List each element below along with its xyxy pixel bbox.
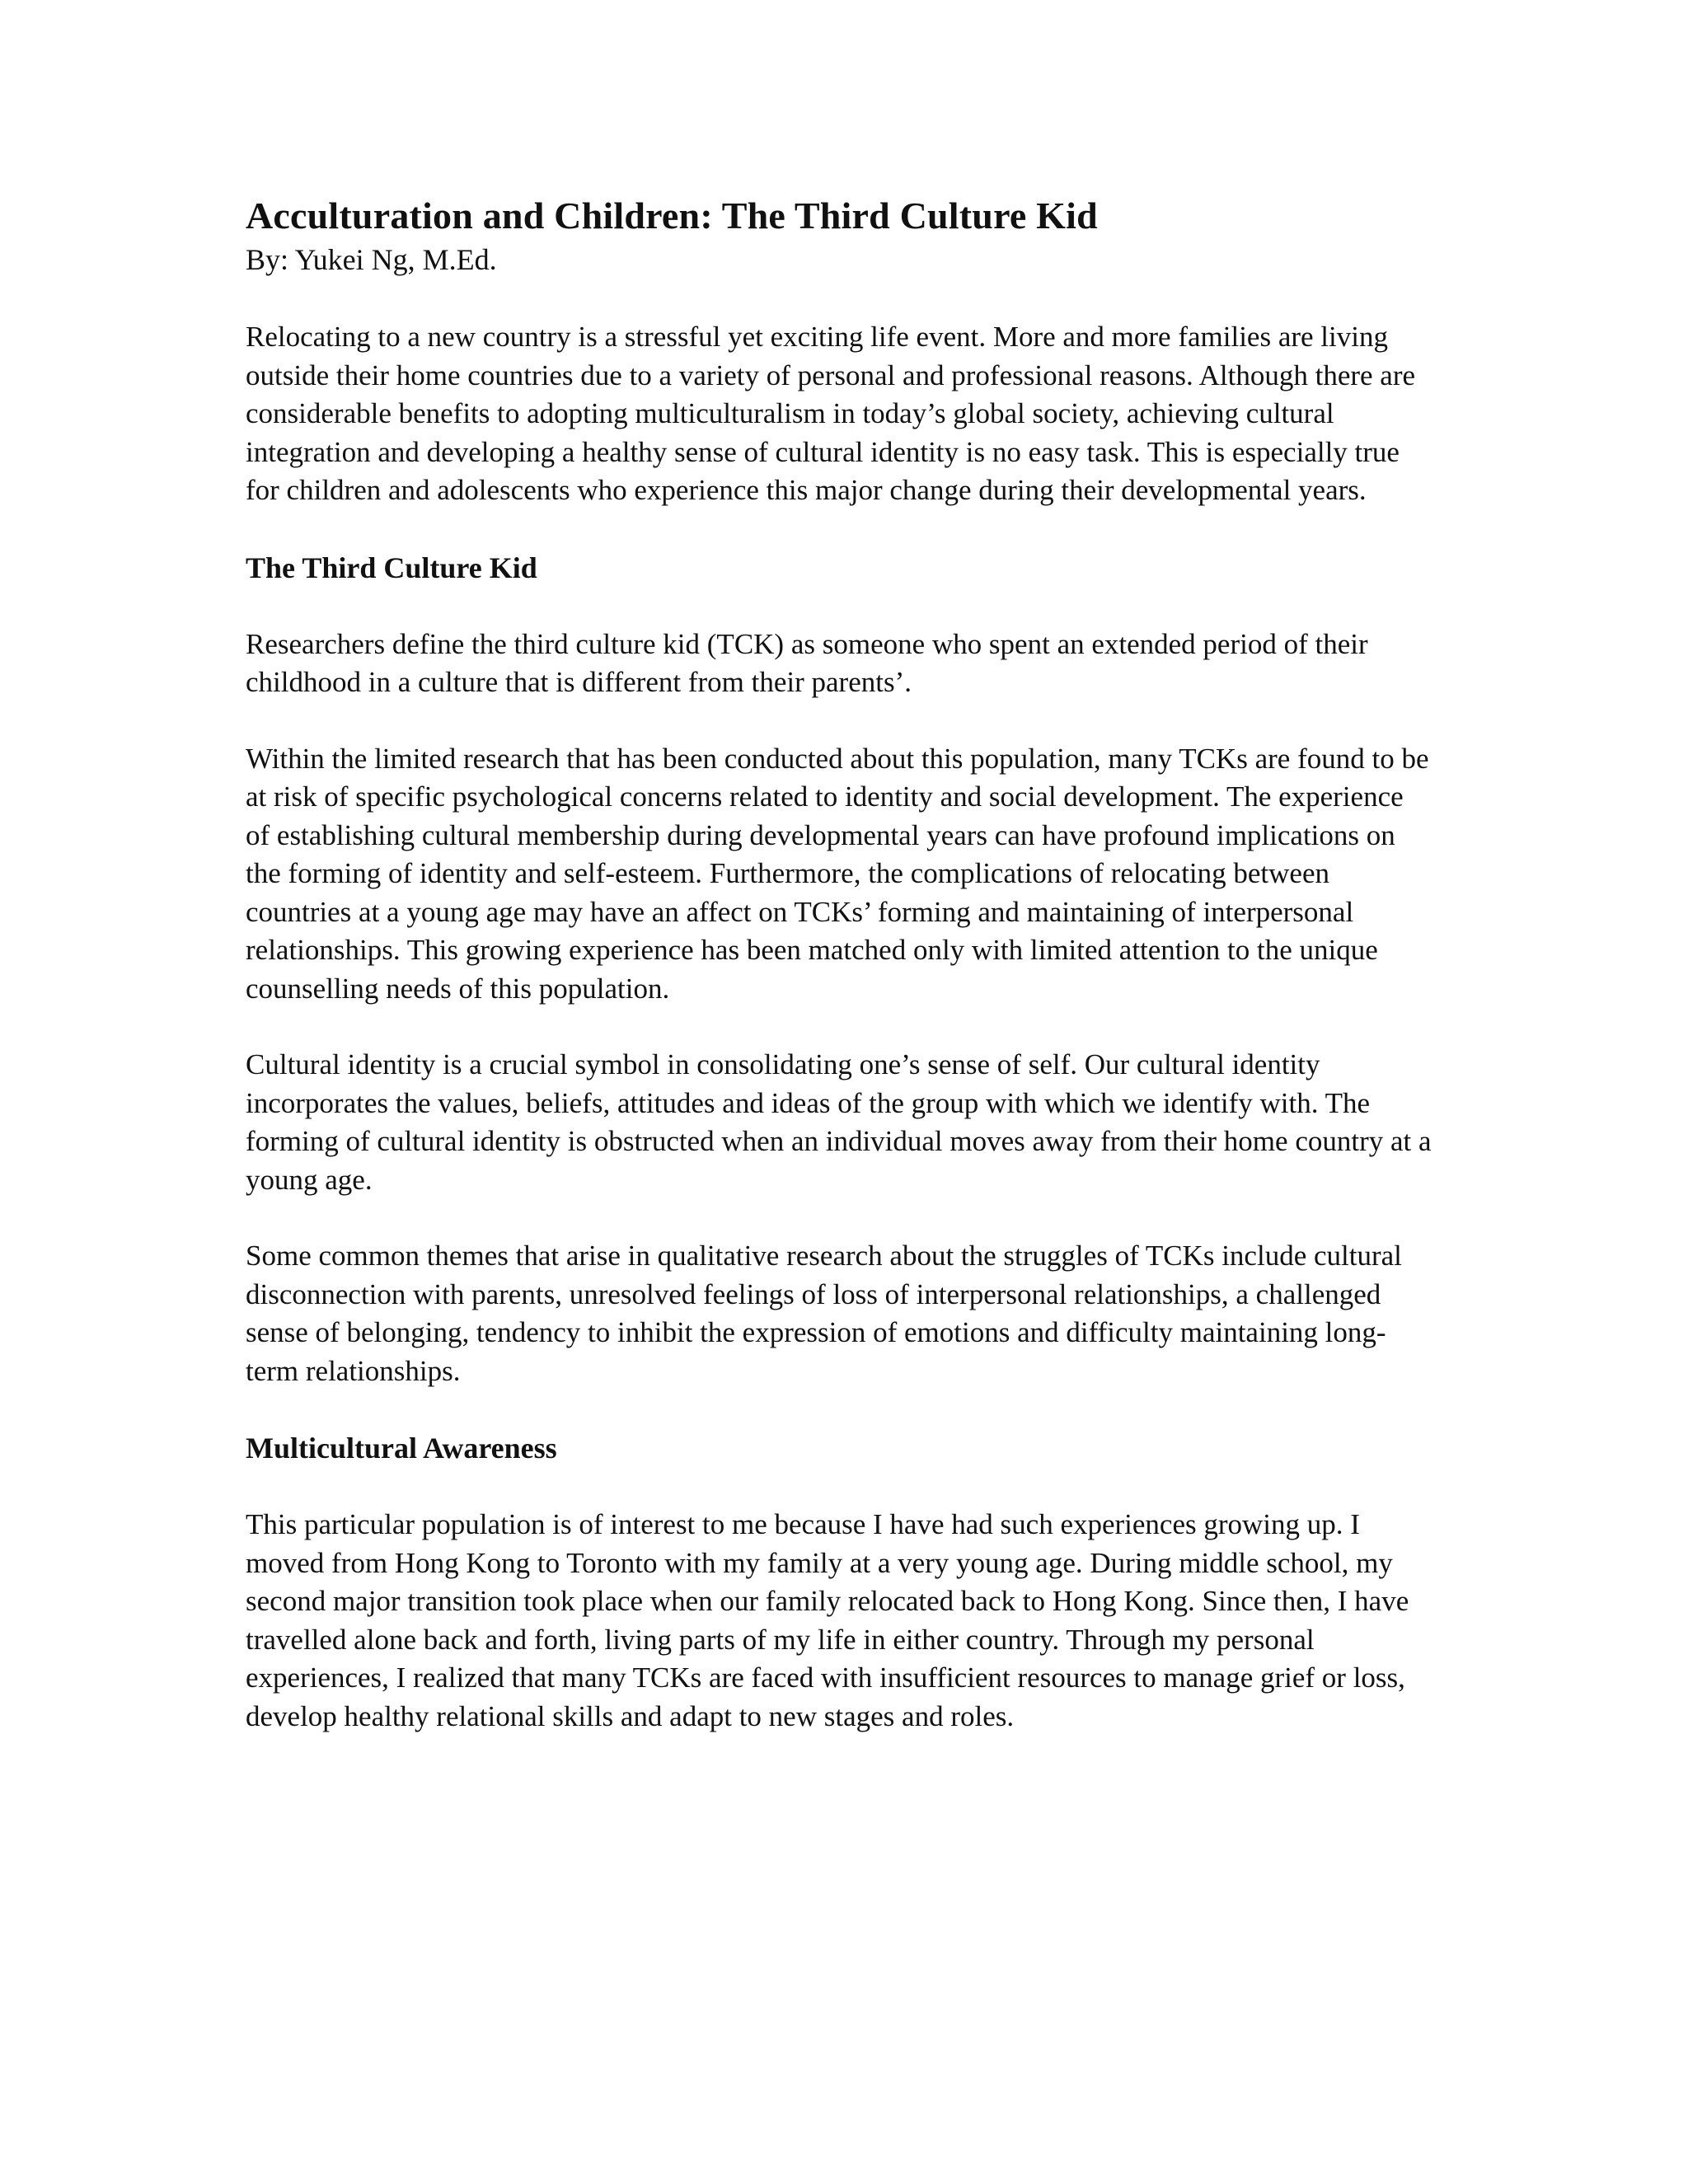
personal-experience-paragraph: This particular population is of interest to me because I have had such experiences growing up. I moved from Hong Kong to Toronto with my family at a very young age. During middle school, my second major transition took place when our family relocated back to Hong Kong. Since then, I have travelled alone back and forth, living parts of my life in either country. Through my personal experiences, I realized that many TCKs are faced with insufficient resources to manage grief or loss, develop healthy relational skills and adapt to new stages and roles. [246,1508,1409,1732]
section-heading-multicultural-awareness: Multicultural Awareness [246,1432,557,1465]
section-heading-third-culture-kid: The Third Culture Kid [246,551,537,584]
intro-paragraph: Relocating to a new country is a stressful yet exciting life event. More and more families are living outside their home countries due to a variety of personal and professional reasons. Although there are considerable benefits to adopting multiculturalism in today’s global society, achieving cultural integration and developing a healthy sense of cultural identity is no easy task. This is especially true for children and adolescents who experience this major change during their developmental years. [246,321,1416,506]
author-byline: By: Yukei Ng, M.Ed. [246,243,497,276]
tck-research-paragraph: Within the limited research that has been conducted about this population, many TCKs are found to be at risk of specific psychological concerns related to identity and social development. The experience of establishing cultural membership during developmental years can have profound implications on the forming of identity and self-esteem. Furthermore, the complications of relocating between countries at a young age may have an affect on TCKs’ forming and maintaining of interpersonal relationships. This growing experience has been matched only with limited attention to the unique counselling needs of this population. [246,742,1429,1005]
tck-definition-paragraph: Researchers define the third culture kid (TCK) as someone who spent an extended period of their childhood in a culture that is different from their parents’. [246,627,1368,698]
common-themes-paragraph: Some common themes that arise in qualitative research about the struggles of TCKs include cultural disconnection with parents, unresolved feelings of loss of interpersonal relationships, a challenged sense of belonging, tendency to inhibit the expression of emotions and difficulty maintaining long-term relationships. [246,1240,1402,1387]
document-body [246,191,1432,1774]
cultural-identity-paragraph: Cultural identity is a crucial symbol in consolidating one’s sense of self. Our cultural identity incorporates the values, beliefs, attitudes and ideas of the group with which we identify with. The forming of cultural identity is obstructed when an individual moves away from their home country at a young age. [246,1048,1432,1196]
document-title: Acculturation and Children: The Third Culture Kid [246,194,1098,237]
